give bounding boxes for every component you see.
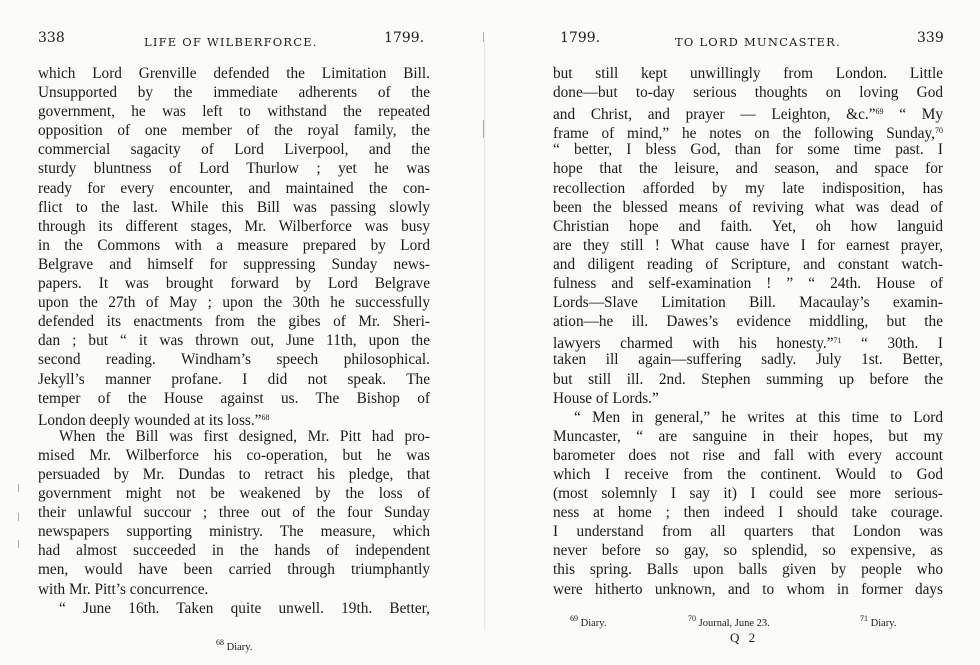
body-text <box>553 64 943 599</box>
text-line: I understand from all quarters that London was <box>553 523 943 541</box>
text-line: commercial sagacity of Lord Liverpool, and the <box>38 141 430 159</box>
margin-mark <box>18 484 19 492</box>
margin-mark <box>483 32 484 42</box>
text-line: never before so gay, so splendid, so expensive, as <box>553 542 943 560</box>
running-title: LIFE OF WILBERFORCE. <box>144 35 318 49</box>
text-line: temper of the House against us. The Bishop of <box>38 389 430 407</box>
body-text <box>38 64 430 618</box>
footnote-68: $^{68}$ Diary. <box>216 638 253 653</box>
text-line: with Mr. Pitt’s concurrence. <box>38 580 209 598</box>
text-line: and diligent reading of Scripture, and constant watch- <box>553 255 943 273</box>
text-line: Belgrave and himself for suppressing Sunday news- <box>38 255 430 273</box>
text-line: ness at home ; then indeed I should take courage. <box>553 504 943 522</box>
page-year: 1799. <box>384 30 425 46</box>
text-line: in the Commons with a measure prepared by Lord <box>38 236 430 254</box>
text-line: “ Men in general,” he writes at this time to Lord <box>574 408 943 426</box>
text-line: fulness and self-examination ! ” “ 24th. House of <box>553 275 943 293</box>
text-line: government might not be weakened by the loss of <box>38 485 430 503</box>
right-page <box>490 0 980 665</box>
margin-mark <box>483 120 484 138</box>
footnote-ref: 70 <box>935 126 943 136</box>
text-line: barometer does not rise and fall with every account <box>553 446 943 464</box>
text-line: dan ; but “ it was thrown out, June 11th, upon the <box>38 332 430 350</box>
footnote-ref: 71 <box>833 336 842 346</box>
text-line: House of Lords.” <box>553 389 659 407</box>
text-line: newspapers supporting ministry. The measure, which <box>38 523 430 541</box>
text-line: upon the 27th of May ; upon the 30th he successfully <box>38 294 430 312</box>
text-line: men, would have been carried through triumphantly <box>38 561 430 579</box>
text-line: Jekyll’s manner profane. I did not speak. The <box>38 370 430 388</box>
text-line: sturdy bluntness of Lord Thurlow ; yet he was <box>38 160 430 178</box>
text-line: frame of mind,” he notes on the following Sunday,$^{70}$ <box>553 125 943 143</box>
text-line: papers. It was brought forward by Lord Belgrave <box>38 275 430 293</box>
text-line: were hitherto unknown, and to whom in former days <box>553 580 943 598</box>
footnote-71: $^{71}$ Diary. <box>860 614 897 629</box>
page-number: 339 <box>917 30 944 46</box>
text-line: but still kept unwillingly from London. Little <box>553 65 943 82</box>
footnote-ref: 68 <box>261 412 270 422</box>
running-title: TO LORD MUNCASTER. <box>675 35 841 49</box>
footnote-ref: 69 <box>875 107 884 117</box>
text-line: done—but to-day serious thoughts on loving God <box>553 84 943 102</box>
footnote-70: $^{70}$ Journal, June 23. <box>688 614 770 629</box>
text-line: are they still ! What cause have I for earnest prayer, <box>553 236 943 254</box>
text-line: lawyers charmed with his honesty.”$^{71}$ “ 30th. I <box>553 335 943 353</box>
text-line: When the Bill was first designed, Mr. Pitt had pro- <box>59 427 430 445</box>
text-line: this spring. Balls upon balls given by people who <box>553 561 943 579</box>
text-line: which I receive from the continent. Would to God <box>553 465 943 483</box>
text-line: government, he was left to withstand the repeated <box>38 103 430 121</box>
text-line: and Christ, and prayer — Leighton, &c.”$^{69}$ “ My <box>553 106 943 124</box>
text-line: “ better, I bless God, than for some time past. I <box>553 141 943 159</box>
text-line: been the blessed means of reviving what was dead of <box>553 198 943 216</box>
margin-mark <box>18 540 19 548</box>
text-line: had almost succeeded in the hands of independent <box>38 542 430 560</box>
text-line: ation—he ill. Dawes’s evidence middling, but the <box>553 313 943 331</box>
text-line: their unlawful succour ; three out of the four Sunday <box>38 504 430 522</box>
margin-mark <box>18 513 19 521</box>
text-line: recollection afforded by my late indisposition, has <box>553 179 943 197</box>
text-line: taken ill again—suffering sadly. July 1st. Better, <box>553 351 943 369</box>
text-line: persuaded by Mr. Dundas to retract his pledge, that <box>38 465 430 483</box>
page-year: 1799. <box>560 30 601 46</box>
text-line: Muncaster, “ are sanguine in their hopes, but my <box>553 427 943 445</box>
text-line: mised Mr. Wilberforce his co-operation, but he was <box>38 446 430 464</box>
signature-mark: Q 2 <box>730 630 759 645</box>
text-line: second reading. Windham’s speech philosophical. <box>38 351 430 369</box>
text-line: Unsupported by the immediate adherents of the <box>38 84 430 102</box>
text-line: flict to the last. While this Bill was passing slowly <box>38 198 430 216</box>
text-line: London deeply wounded at its loss.”$^{68}$ <box>38 411 270 429</box>
page-number: 338 <box>38 30 65 46</box>
text-line: through its different stages, Mr. Wilberforce was busy <box>38 217 430 235</box>
text-line: Lords—Slave Limitation Bill. Macaulay’s examin- <box>553 294 943 312</box>
text-line: defended its enactments from the gibes of Mr. Sheri- <box>38 313 430 331</box>
text-line: (most solemnly I say it) I could see more serious- <box>553 485 943 503</box>
text-line: but still ill. 2nd. Stephen summing up before the <box>553 370 943 388</box>
text-line: which Lord Grenville defended the Limitation Bill. <box>38 65 430 82</box>
text-line: “ June 16th. Taken quite unwell. 19th. Better, <box>59 599 430 617</box>
text-line: opposition of one member of the royal family, the <box>38 122 430 140</box>
text-line: Christian hope and faith. Yet, oh how languid <box>553 217 943 235</box>
text-line: hope that the leisure, and season, and space for <box>553 160 943 178</box>
text-line: ready for every encounter, and maintained the con- <box>38 179 430 197</box>
footnote-69: $^{69}$ Diary. <box>570 614 607 629</box>
